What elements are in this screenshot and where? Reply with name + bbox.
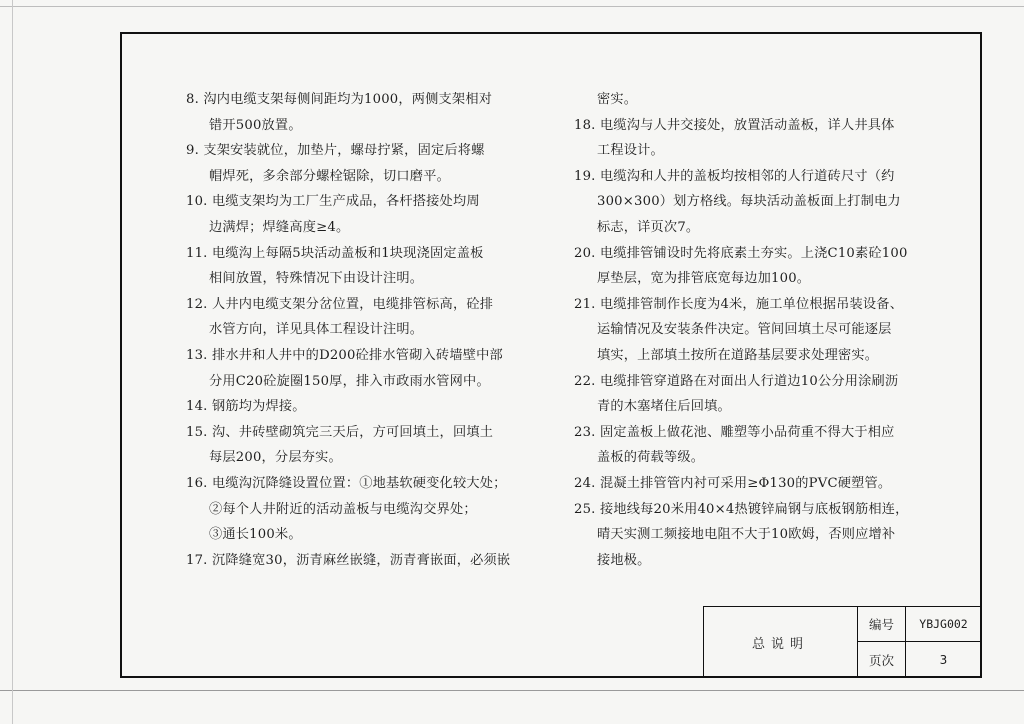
note-line: 16. 电缆沟沉降缝设置位置：①地基软硬变化较大处； xyxy=(186,475,507,491)
scan-edge-top xyxy=(0,6,1024,7)
note-item xyxy=(574,113,914,164)
note-line: 22. 电缆排管穿道路在对面出人行道边10公分用涂刷沥 xyxy=(574,373,899,389)
note-line: 标志，详页次7。 xyxy=(597,219,700,235)
note-item xyxy=(186,292,536,343)
code-label: 编号 xyxy=(858,607,906,642)
scan-edge-left xyxy=(12,0,13,724)
note-line: 24. 混凝土排管管内衬可采用≥Φ130的PVC硬塑管。 xyxy=(574,475,892,491)
notes-right-column xyxy=(574,87,914,573)
note-line: ②每个人井附近的活动盖板与电缆沟交界处； xyxy=(209,501,477,517)
note-item xyxy=(574,471,914,497)
note-line: 盖板的荷载等级。 xyxy=(597,450,705,466)
note-line: 11. 电缆沟上每隔5块活动盖板和1块现浇固定盖板 xyxy=(186,245,484,261)
note-line: 帽焊死，多余部分螺栓锯除，切口磨平。 xyxy=(209,168,450,184)
note-item xyxy=(186,471,536,548)
note-line: 23. 固定盖板上做花池、雕塑等小品荷重不得大于相应 xyxy=(574,424,895,440)
note-line: 相间放置，特殊情况下由设计注明。 xyxy=(209,271,424,287)
note-line: 20. 电缆排管铺设时先将底素土夯实。上浇C10素砼100 xyxy=(574,245,908,261)
note-line: 边满焊；焊缝高度≥4。 xyxy=(209,219,350,235)
page-label: 页次 xyxy=(858,642,906,677)
note-item xyxy=(574,369,914,420)
note-line: 厚垫层，宽为排管底宽每边加100。 xyxy=(597,271,811,287)
note-line: 错开500放置。 xyxy=(209,117,302,133)
note-item xyxy=(186,548,536,574)
note-line: 工程设计。 xyxy=(597,143,664,159)
note-line: ③通长100米。 xyxy=(209,527,302,543)
note-line: 12. 人井内电缆支架分岔位置，电缆排管标高，砼排 xyxy=(186,296,494,312)
note-line: 填实，上部填土按所在道路基层要求处理密实。 xyxy=(597,347,879,363)
title-block xyxy=(703,606,982,678)
notes-left-column xyxy=(186,87,536,573)
note-item xyxy=(186,343,536,394)
note-item xyxy=(186,138,536,189)
note-item xyxy=(186,87,536,138)
note-item xyxy=(186,394,536,420)
note-line: 晴天实测工频接地电阻不大于10欧姆，否则应增补 xyxy=(597,527,896,543)
note-line: 10. 电缆支架均为工厂生产成品，各杆搭接处均周 xyxy=(186,194,480,210)
note-line: 15. 沟、井砖壁砌筑完三天后，方可回填土，回填土 xyxy=(186,424,494,440)
drawing-title: 总说明 xyxy=(704,607,858,677)
note-line: 每层200，分层夯实。 xyxy=(209,450,342,466)
code-value: YBJG002 xyxy=(906,607,981,642)
note-item xyxy=(574,87,914,113)
note-line: 水管方向，详见具体工程设计注明。 xyxy=(209,322,424,338)
note-line: 青的木塞堵住后回填。 xyxy=(597,399,731,415)
page-value: 3 xyxy=(939,652,948,667)
note-line: 9. 支架安装就位，加垫片，螺母拧紧，固定后将螺 xyxy=(186,143,485,159)
note-item xyxy=(186,241,536,292)
note-item xyxy=(574,164,914,241)
note-line: 300×300）划方格线。每块活动盖板面上打制电力 xyxy=(597,194,901,210)
note-line: 分用C20砼旋圈150厚，排入市政雨水管网中。 xyxy=(209,373,490,389)
note-line: 13. 排水井和人井中的D200砼排水管砌入砖墙壁中部 xyxy=(186,347,503,363)
scan-edge-bottom xyxy=(0,690,1024,691)
note-item xyxy=(574,292,914,369)
note-line: 18. 电缆沟与人井交接处，放置活动盖板，详人井具体 xyxy=(574,117,895,133)
note-line: 25. 接地线每20米用40×4热镀锌扁钢与底板钢筋相连， xyxy=(574,501,909,517)
note-item xyxy=(574,497,914,574)
note-line: 8. 沟内电缆支架每侧间距均为1000，两侧支架相对 xyxy=(186,92,493,107)
note-item xyxy=(574,420,914,471)
note-line: 14. 钢筋均为焊接。 xyxy=(186,399,306,415)
note-line: 运输情况及安装条件决定。管间回填土尽可能逐层 xyxy=(597,322,892,338)
note-line: 17. 沉降缝宽30，沥青麻丝嵌缝，沥青膏嵌面，必须嵌 xyxy=(186,552,511,568)
note-line: 21. 电缆排管制作长度为4米，施工单位根据吊装设备、 xyxy=(574,296,904,312)
note-item xyxy=(186,420,536,471)
note-item xyxy=(186,189,536,240)
note-line: 19. 电缆沟和人井的盖板均按相邻的人行道砖尺寸（约 xyxy=(574,168,895,184)
note-line: 密实。 xyxy=(597,92,638,107)
note-item xyxy=(574,241,914,292)
note-line: 接地极。 xyxy=(597,552,651,568)
